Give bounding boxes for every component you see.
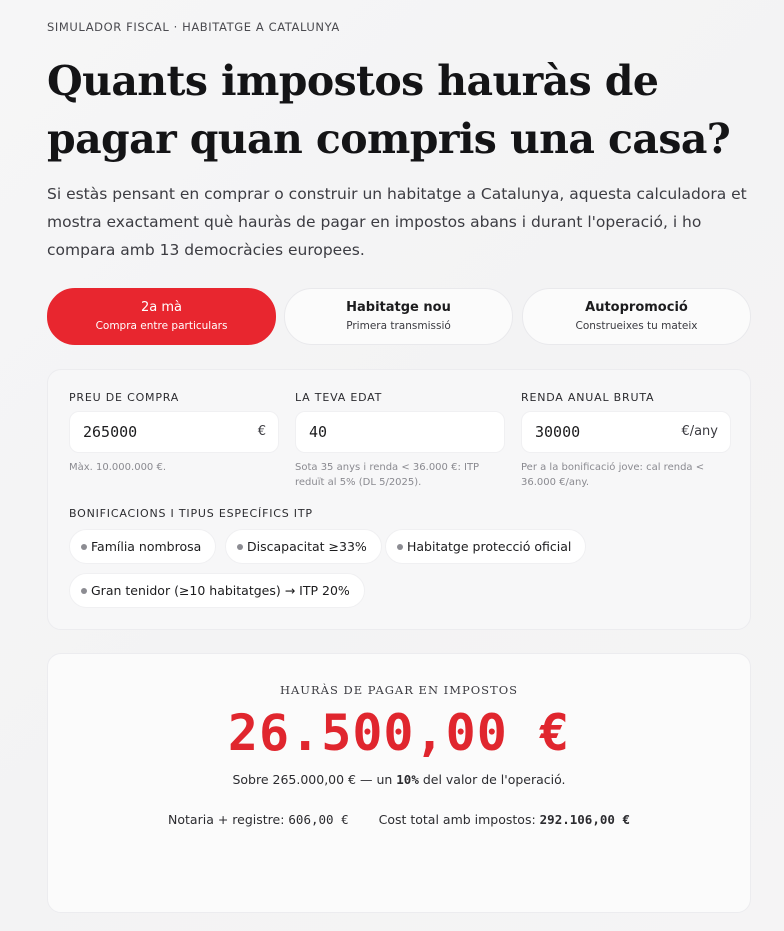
- result-summary: [48, 772, 750, 787]
- chip-large-family[interactable]: [69, 529, 216, 564]
- summary-suffix: del valor de l'operació.: [418, 772, 566, 787]
- total-cost-value: 292.106,00 €: [539, 812, 630, 827]
- toggle-dot-icon: [81, 588, 87, 594]
- price-input-wrapper: [69, 411, 279, 453]
- operation-type-tabs: [47, 288, 751, 345]
- tab-label: 2a mà: [141, 300, 182, 315]
- notary-value: 606,00 €: [288, 812, 349, 827]
- result-extras: [48, 812, 750, 827]
- tab-label: Habitatge nou: [346, 300, 451, 315]
- chip-label: Gran tenidor (≥10 habitatges) → ITP 20%: [91, 583, 350, 598]
- toggle-dot-icon: [397, 544, 403, 550]
- income-input-wrapper: [521, 411, 731, 453]
- bonus-section-title: BONIFICACIONS I TIPUS ESPECÍFICS ITP: [69, 507, 313, 520]
- page-kicker: SIMULADOR FISCAL · HABITATGE A CATALUNYA: [47, 20, 340, 34]
- price-input[interactable]: [70, 412, 278, 452]
- toggle-dot-icon: [237, 544, 243, 550]
- chip-protected-housing[interactable]: [385, 529, 586, 564]
- tax-amount: 26.500,00 €: [227, 704, 571, 762]
- age-input[interactable]: [296, 412, 504, 452]
- income-unit: €/any: [681, 424, 718, 439]
- summary-prefix: Sobre 265.000,00 € — un: [232, 772, 397, 787]
- chip-large-holder[interactable]: [69, 573, 365, 608]
- price-field-group: [69, 391, 279, 475]
- page-intro: Si estàs pensant en comprar o construir un habitatge a Catalunya, aquesta calculadora et mostra exactament què hauràs de pagar en impostos abans i durant l'operació, i ho compara amb 13 democràcies europees.: [47, 185, 747, 259]
- chip-disability[interactable]: [225, 529, 382, 564]
- result-card: [47, 653, 751, 913]
- total-cost-label: Cost total amb impostos:: [378, 812, 540, 827]
- age-help: Sota 35 anys i renda < 36.000 €: ITP reduït al 5% (DL 5/2025).: [295, 462, 480, 488]
- input-panel: [47, 369, 751, 630]
- page-title: Quants impostos hauràs de pagar quan compris una casa?: [47, 57, 731, 163]
- income-field-group: [521, 391, 731, 490]
- chip-label: Família nombrosa: [91, 539, 202, 554]
- tab-self-build[interactable]: [522, 288, 751, 345]
- age-label: LA TEVA EDAT: [295, 391, 383, 404]
- tab-sublabel: Primera transmissió: [346, 320, 451, 332]
- price-unit: €: [257, 424, 266, 439]
- price-help: Màx. 10.000.000 €.: [69, 462, 167, 473]
- tab-label: Autopromoció: [585, 300, 688, 315]
- chip-label: Discapacitat ≥33%: [247, 539, 367, 554]
- tab-new-home[interactable]: [284, 288, 513, 345]
- income-label: RENDA ANUAL BRUTA: [521, 391, 655, 404]
- age-input-wrapper: [295, 411, 505, 453]
- income-help: Per a la bonificació jove: cal renda < 36.000 €/any.: [521, 462, 705, 488]
- notary-label: Notaria + registre:: [168, 812, 289, 827]
- summary-percent: 10%: [396, 772, 419, 787]
- toggle-dot-icon: [81, 544, 87, 550]
- tab-sublabel: Construeixes tu mateix: [575, 320, 698, 332]
- result-heading: HAURÀS DE PAGAR EN IMPOSTOS: [279, 683, 519, 697]
- price-label: PREU DE COMPRA: [69, 391, 180, 404]
- tab-second-hand[interactable]: [47, 288, 276, 345]
- age-field-group: [295, 391, 505, 490]
- chip-label: Habitatge protecció oficial: [407, 539, 572, 554]
- tab-sublabel: Compra entre particulars: [95, 320, 228, 332]
